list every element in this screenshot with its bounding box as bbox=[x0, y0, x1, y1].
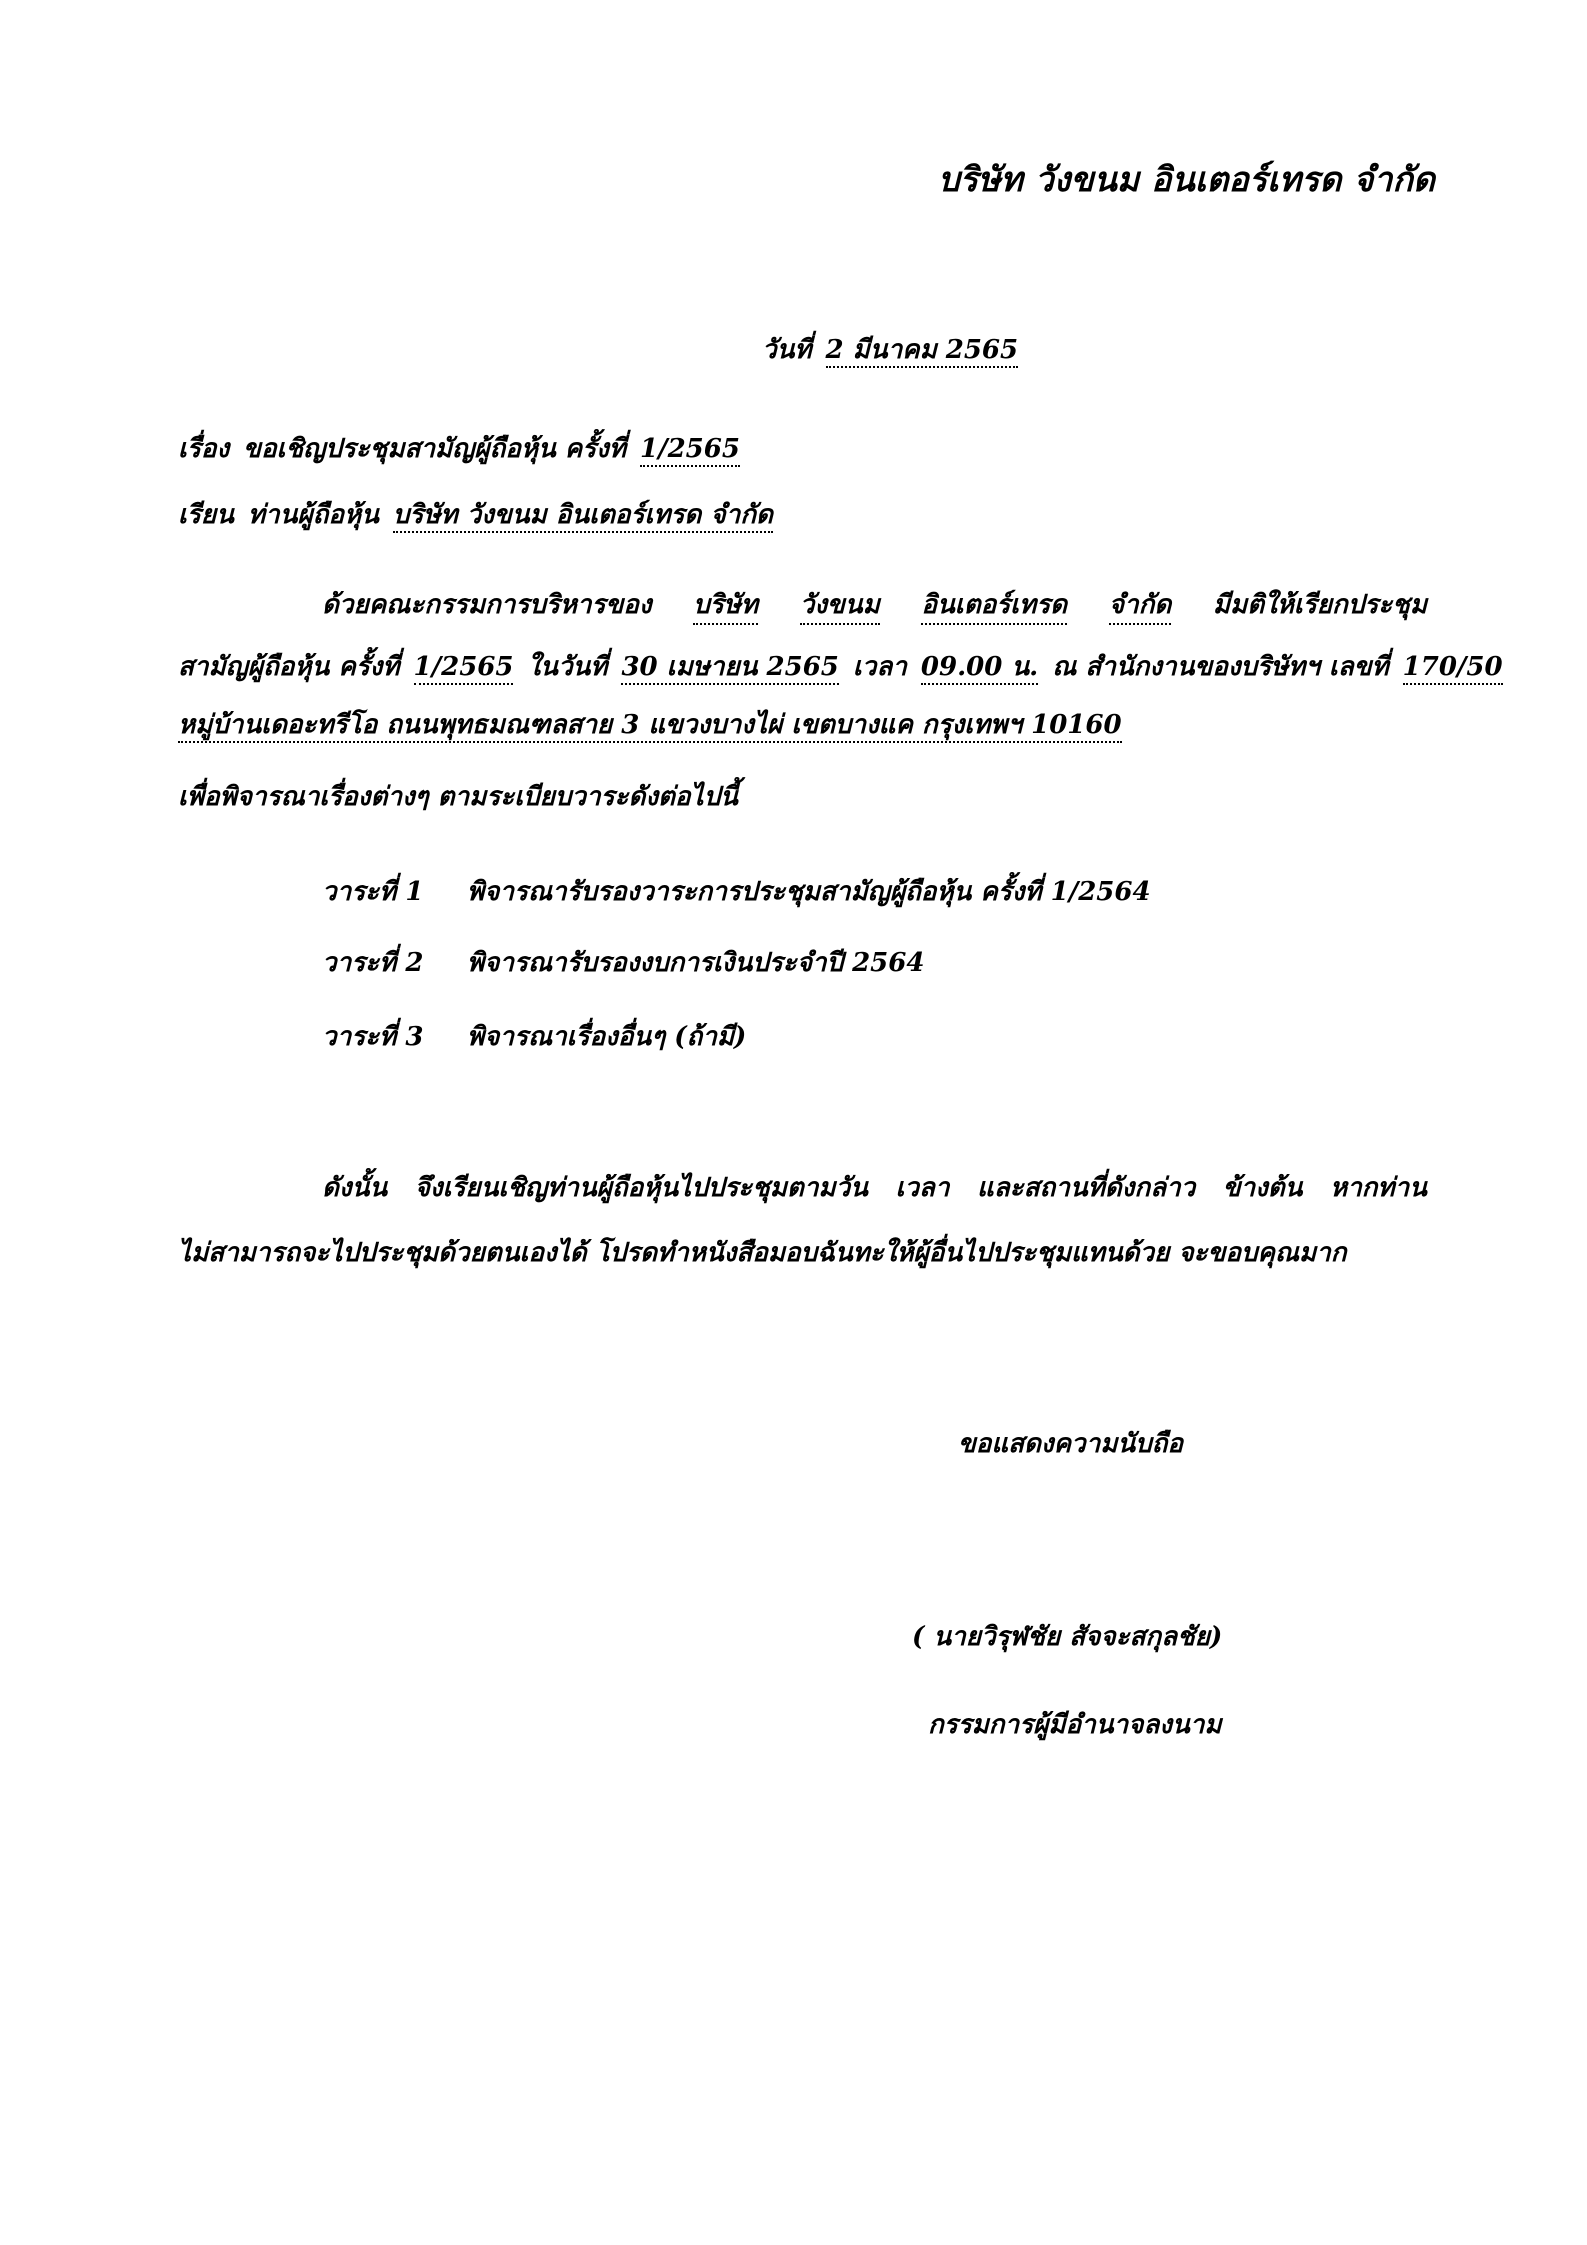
paragraph2-word: และสถานที่ดังกล่าว bbox=[976, 1173, 1196, 1203]
signer-title: กรรมการผู้มีอำนาจลงนาม bbox=[928, 1710, 1222, 1740]
signer-name: ( นายวิรุฬชัย สัจจะสกุลชัย) bbox=[912, 1622, 1223, 1652]
paragraph1-text: ในวันที่ bbox=[527, 652, 608, 682]
house-number: 170/50 bbox=[1403, 652, 1503, 685]
paragraph1-text: สามัญผู้ถือหุ้น ครั้งที่ bbox=[178, 652, 400, 682]
subject-number: 1/2565 bbox=[640, 434, 740, 467]
agenda-number: วาระที่ 2 bbox=[322, 948, 424, 978]
addressee-text: ท่านผู้ถือหุ้น bbox=[247, 500, 379, 530]
company-header: บริษัท วังขนม อินเตอร์เทรด จำกัด bbox=[938, 160, 1435, 200]
addressee-label: เรียน bbox=[178, 500, 234, 530]
paragraph1-company-word: จำกัด bbox=[1109, 588, 1171, 625]
agenda-number: วาระที่ 1 bbox=[322, 877, 424, 907]
date-prefix: วันที่ bbox=[762, 335, 812, 365]
meeting-date: 30 เมษายน 2565 bbox=[621, 652, 838, 685]
subject-label: เรื่อง bbox=[178, 434, 230, 464]
paragraph1-company-word: วังขนม bbox=[800, 588, 880, 625]
closing-salutation: ขอแสดงความนับถือ bbox=[958, 1429, 1183, 1459]
paragraph2-word: จึงเรียนเชิญท่านผู้ถือหุ้นไปประชุมตามวัน bbox=[414, 1173, 868, 1203]
meeting-number: 1/2565 bbox=[414, 652, 514, 685]
paragraph2-word: เวลา bbox=[895, 1173, 950, 1203]
paragraph1-word: ด้วยคณะกรรมการบริหารของ bbox=[322, 590, 652, 620]
subject-line bbox=[178, 432, 740, 466]
paragraph1-line3 bbox=[178, 708, 1122, 742]
paragraph2-word: หากท่าน bbox=[1329, 1173, 1427, 1203]
paragraph1-company-word: บริษัท bbox=[693, 588, 758, 625]
addressee-company: บริษัท วังขนม อินเตอร์เทรด จำกัด bbox=[393, 500, 773, 533]
subject-text: ขอเชิญประชุมสามัญผู้ถือหุ้น ครั้งที่ bbox=[243, 434, 626, 464]
paragraph1-line4: เพื่อพิจารณาเรื่องต่างๆ ตามระเบียบวาระดังต่อไปนี้ bbox=[178, 782, 738, 812]
paragraph2-line1 bbox=[322, 1171, 1427, 1205]
agenda-text: พิจารณาเรื่องอื่นๆ (ถ้ามี) bbox=[467, 1022, 747, 1052]
paragraph1-text: เวลา bbox=[852, 652, 907, 682]
agenda-item bbox=[322, 946, 924, 980]
paragraph1-line1 bbox=[322, 588, 1427, 625]
meeting-time: 09.00 น. bbox=[921, 652, 1038, 685]
date-line bbox=[762, 333, 1018, 367]
agenda-text: พิจารณารับรองงบการเงินประจำปี 2564 bbox=[467, 948, 925, 978]
meeting-address: หมู่บ้านเดอะทรีโอ ถนนพุทธมณฑลสาย 3 แขวงบางไผ่ เขตบางแค กรุงเทพฯ 10160 bbox=[178, 710, 1122, 743]
paragraph2-line2: ไม่สามารถจะไปประชุมด้วยตนเองได้ โปรดทำหนังสือมอบฉันทะให้ผู้อื่นไปประชุมแทนด้วย จะขอบคุณมาก bbox=[178, 1238, 1347, 1268]
paragraph2-word: ข้างต้น bbox=[1222, 1173, 1303, 1203]
paragraph1-line2 bbox=[178, 650, 1503, 684]
paragraph1-company-word: อินเตอร์เทรด bbox=[921, 588, 1067, 625]
agenda-text: พิจารณารับรองวาระการประชุมสามัญผู้ถือหุ้น ครั้งที่ 1/2564 bbox=[467, 877, 1151, 907]
addressee-line bbox=[178, 498, 773, 532]
agenda-item bbox=[322, 875, 1151, 909]
paragraph1-word: มีมติให้เรียกประชุม bbox=[1212, 590, 1427, 620]
agenda-number: วาระที่ 3 bbox=[322, 1022, 424, 1052]
letter-date: 2 มีนาคม 2565 bbox=[826, 335, 1019, 368]
agenda-item bbox=[322, 1020, 746, 1054]
paragraph1-text: ณ สำนักงานของบริษัทฯ เลขที่ bbox=[1052, 652, 1389, 682]
paragraph2-word: ดังนั้น bbox=[322, 1173, 388, 1203]
